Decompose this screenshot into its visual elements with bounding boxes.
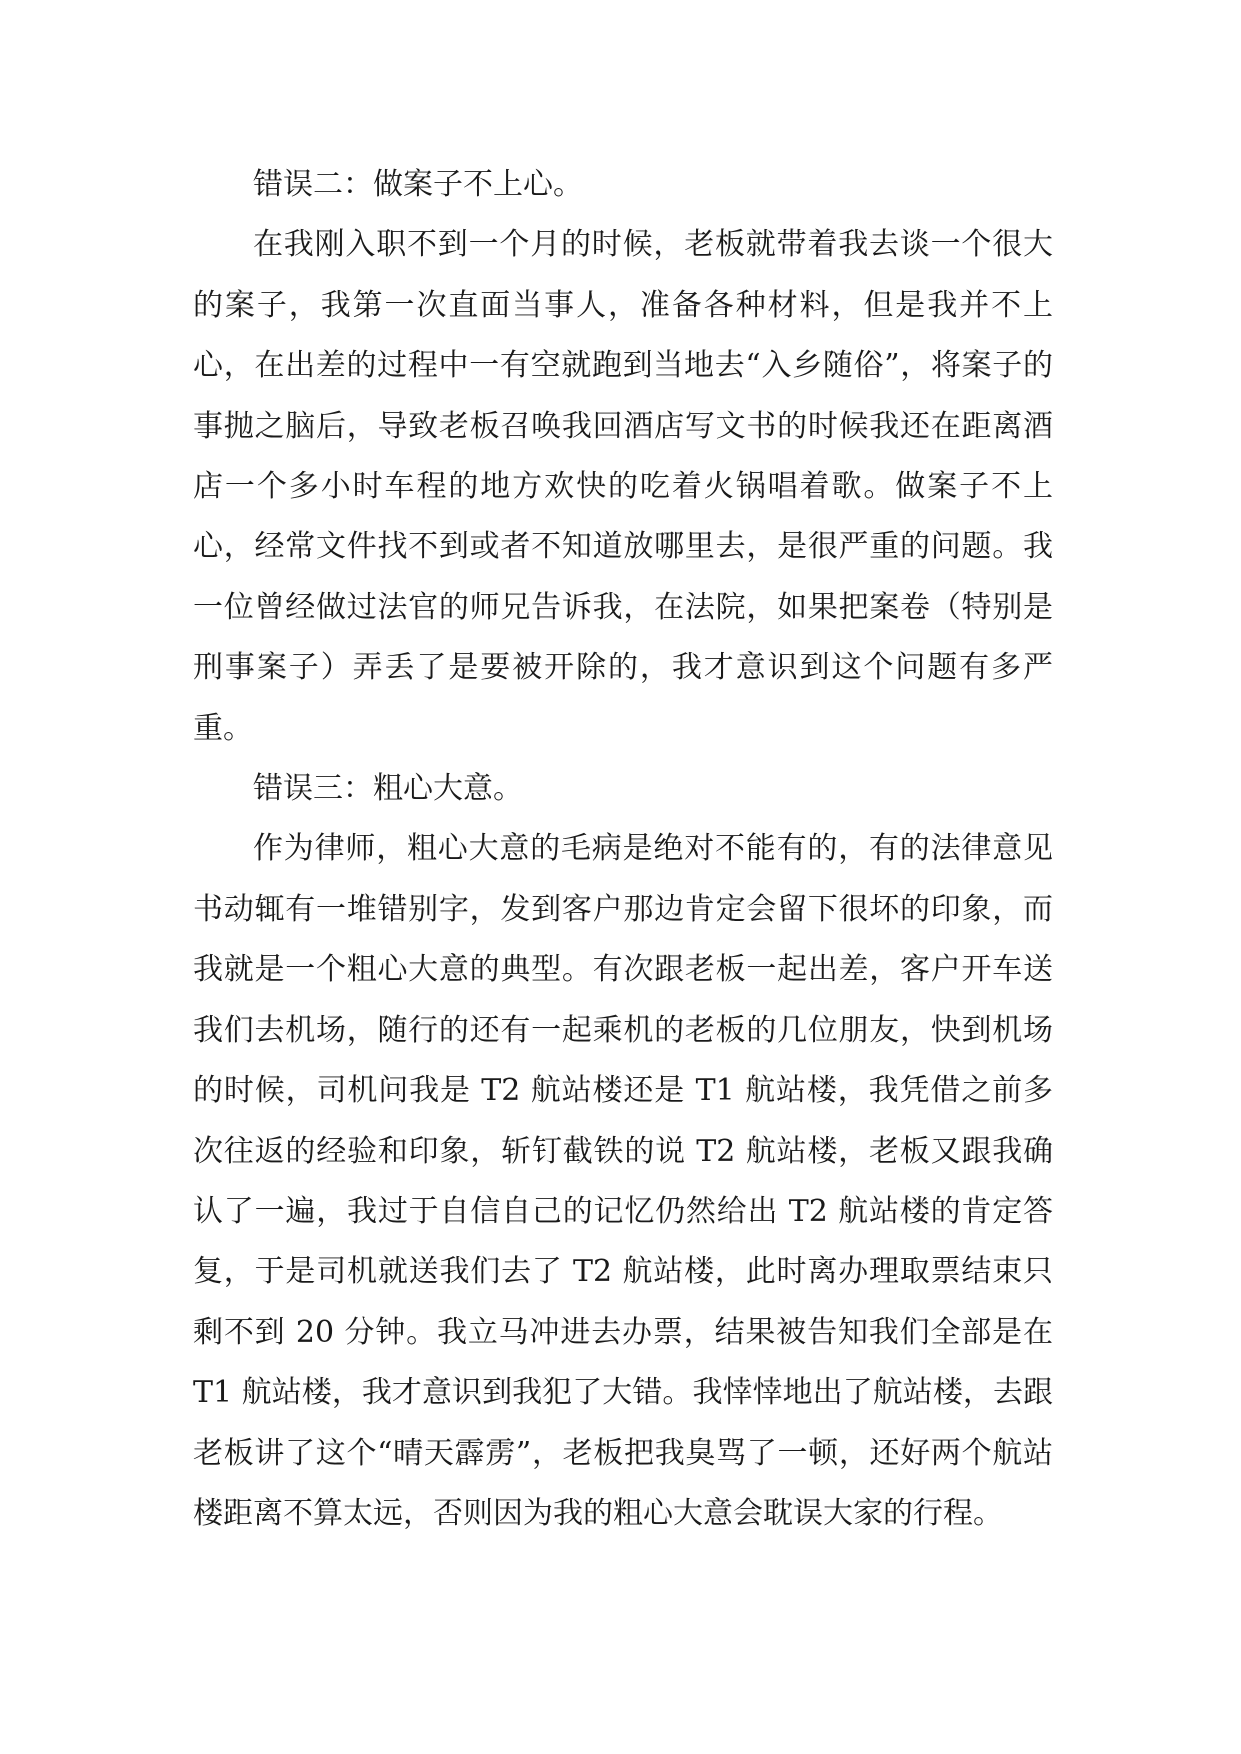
paragraph-mistake-three-story: 作为律师，粗心大意的毛病是绝对不能有的，有的法律意见书动辄有一堆错别字，发到客户那边肯定会留下很坏的印象，而我就是一个粗心大意的典型。有次跟老板一起出差，客户开车送我们去机场，随行的还有一起乘机的老板的几位朋友，快到机场的时候，司机问我是 T2 航站楼还是 T1 航站楼，我凭借之前多次往返的经验和印象，斩钉截铁的说 T2 航站楼，老板又跟我确认了一遍，我过于自信自己的记忆仍然给出 T2 航站楼的肯定答复，于是司机就送我们去了 T2 航站楼，此时离办理取票结束只剩不到 20 分钟。我立马冲进去办票，结果被告知我们全部是在 T1 航站楼，我才意识到我犯了大错。我悻悻地出了航站楼，去跟老板讲了这个“晴天霹雳”，老板把我臭骂了一顿，还好两个航站楼距离不算太远，否则因为我的粗心大意会耽误大家的行程。 — [193, 831, 1053, 1531]
section-heading-mistake-three: 错误三：粗心大意。 — [253, 771, 523, 807]
paragraph-mistake-two-story: 在我刚入职不到一个月的时候，老板就带着我去谈一个很大的案子，我第一次直面当事人，准备各种材料，但是我并不上心，在出差的过程中一有空就跑到当地去“入乡随俗”，将案子的事抛之脑后，导致老板召唤我回酒店写文书的时候我还在距离酒店一个多小时车程的地方欢快的吃着火锅唱着歌。做案子不上心，经常文件找不到或者不知道放哪里去，是很严重的问题。我一位曾经做过法官的师兄告诉我，在法院，如果把案卷（特别是刑事案子）弄丢了是要被开除的，我才意识到这个问题有多严重。 — [193, 227, 1053, 746]
document-body — [193, 155, 1053, 1544]
section-heading-mistake-two: 错误二：做案子不上心。 — [253, 167, 583, 202]
